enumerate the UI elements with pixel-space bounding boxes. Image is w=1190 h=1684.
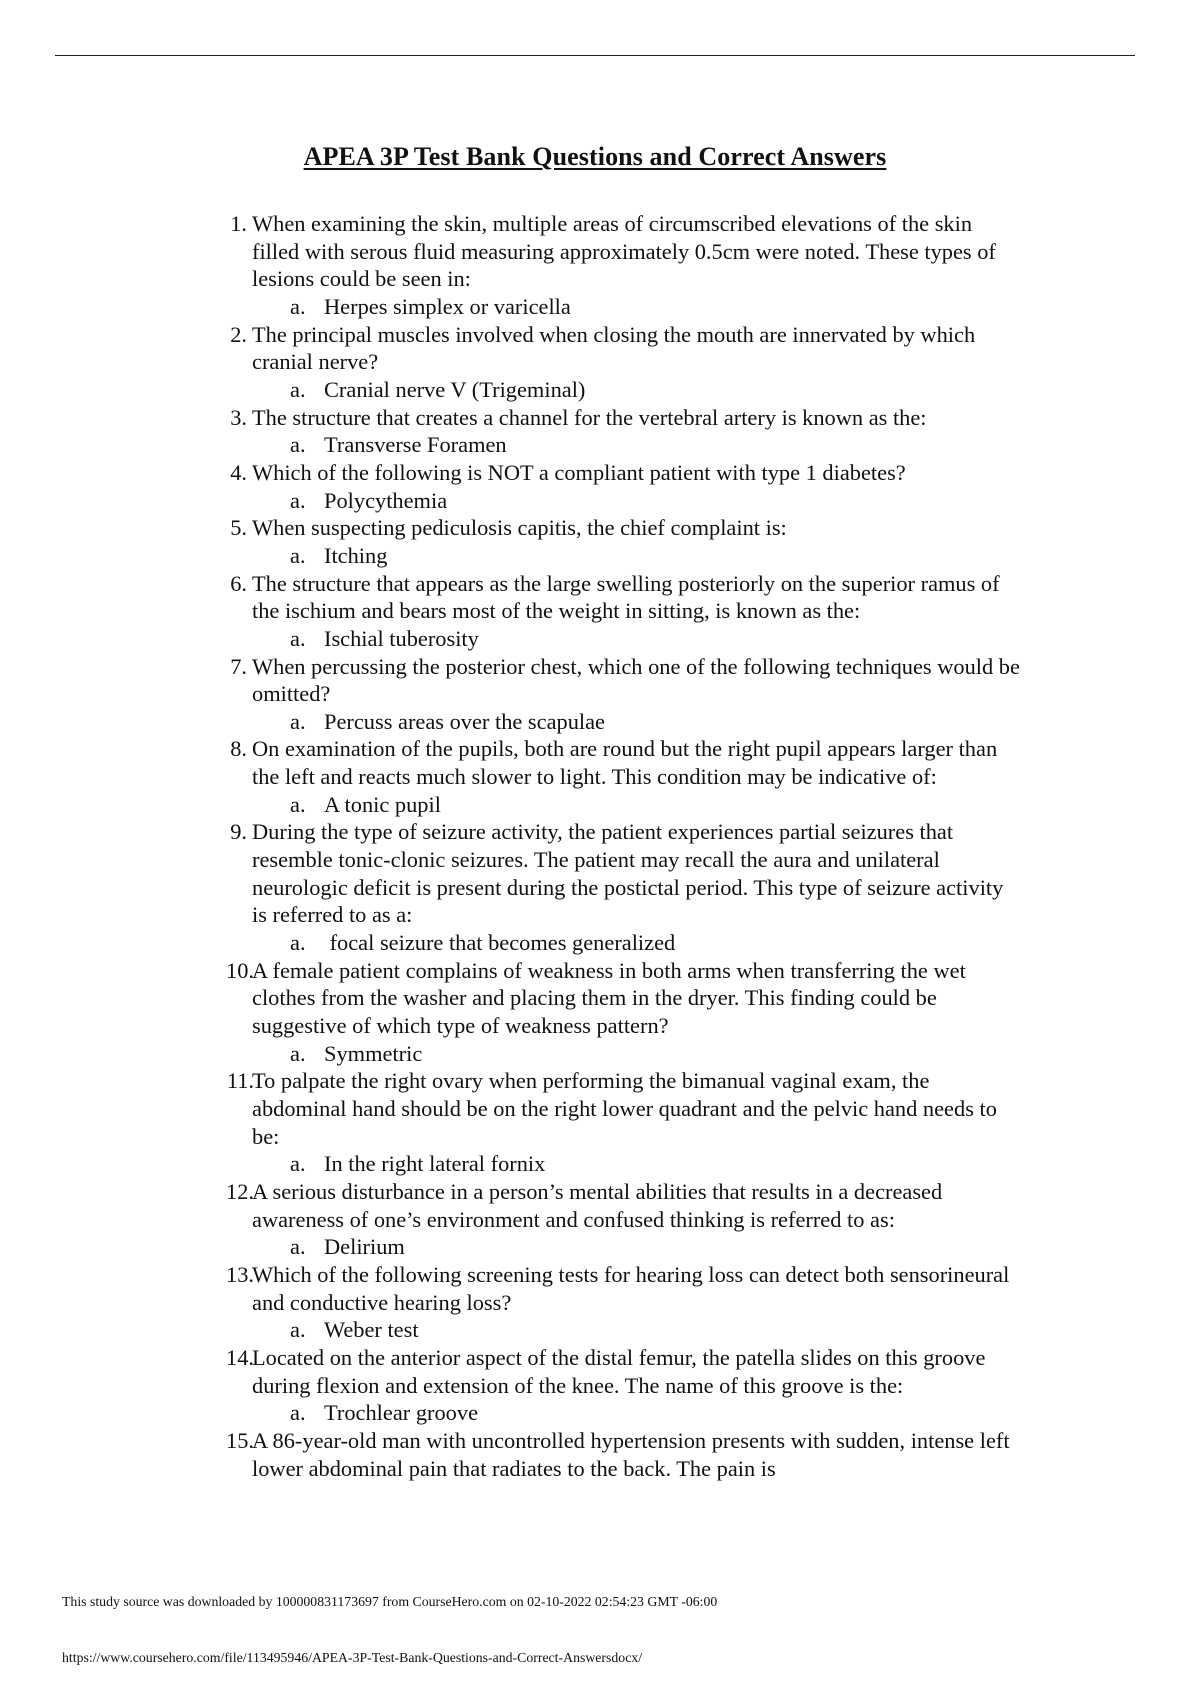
answer-text: focal seizure that becomes generalized	[324, 930, 676, 956]
answer-item	[210, 487, 1020, 515]
question-text: A serious disturbance in a person’s mental abilities that results in a decreased awareness of one’s environment and confused thinking is referred to as:	[252, 1178, 943, 1232]
answer-item	[210, 791, 1020, 819]
question-text: When percussing the posterior chest, which one of the following techniques would be omitted?	[252, 653, 1020, 707]
question-number: 12.	[226, 1178, 254, 1204]
question-item	[210, 514, 1020, 542]
question-item	[210, 210, 1020, 293]
question-number: 14.	[226, 1344, 254, 1370]
answer-item	[210, 929, 1020, 957]
question-number: 2.	[230, 321, 247, 347]
question-number: 11.	[226, 1068, 254, 1094]
question-number: 10.	[226, 957, 254, 983]
answer-letter: a.	[290, 1317, 306, 1343]
answer-item	[210, 1316, 1020, 1344]
question-item	[210, 1178, 1020, 1233]
question-number: 5.	[230, 515, 247, 541]
question-text: Which of the following is NOT a compliant patient with type 1 diabetes?	[252, 459, 906, 485]
answer-letter: a.	[290, 487, 306, 513]
question-number: 13.	[226, 1261, 254, 1287]
question-text: During the type of seizure activity, the patient experiences partial seizures that resemble tonic-clonic seizures. The patient may recall the aura and unilateral neurologic deficit is present during the postictal period. This type of seizure activity is referred to as a:	[252, 819, 1004, 928]
answer-letter: a.	[290, 542, 306, 568]
download-source-note: This study source was downloaded by 100000831173697 from CourseHero.com on 02-10-2022 02:54:23 GMT -06:00	[62, 1594, 718, 1609]
question-text: On examination of the pupils, both are round but the right pupil appears larger than the left and reacts much slower to light. This condition may be indicative of:	[252, 736, 998, 790]
question-number: 1.	[230, 211, 247, 236]
answer-item	[210, 1399, 1020, 1427]
answer-item	[210, 376, 1020, 404]
question-item	[210, 404, 1020, 432]
question-number: 7.	[230, 653, 247, 679]
question-item	[210, 735, 1020, 790]
answer-text: Herpes simplex or varicella	[324, 293, 571, 319]
answer-text: A tonic pupil	[324, 791, 441, 817]
answer-letter: a.	[290, 708, 306, 734]
question-item	[210, 653, 1020, 708]
answer-letter: a.	[290, 791, 306, 817]
answer-item	[210, 625, 1020, 653]
question-text: Located on the anterior aspect of the distal femur, the patella slides on this groove during flexion and extension of the knee. The name of this groove is the:	[252, 1344, 986, 1398]
answer-text: Symmetric	[324, 1040, 423, 1066]
question-text: When suspecting pediculosis capitis, the chief complaint is:	[252, 515, 787, 541]
question-list	[210, 210, 1020, 1482]
question-number: 4.	[230, 459, 247, 485]
question-text: A 86-year-old man with uncontrolled hypertension presents with sudden, intense left lower abdominal pain that radiates to the back. The pain is	[252, 1427, 1010, 1481]
answer-letter: a.	[290, 1040, 306, 1066]
question-item	[210, 321, 1020, 376]
answer-item	[210, 1040, 1020, 1068]
question-number: 3.	[230, 404, 247, 430]
question-item	[210, 818, 1020, 929]
answer-letter: a.	[290, 432, 306, 458]
document-title: APEA 3P Test Bank Questions and Correct Answers	[303, 142, 887, 171]
question-number: 15.	[226, 1427, 254, 1453]
question-text: When examining the skin, multiple areas of circumscribed elevations of the skin filled with serous fluid measuring approximately 0.5cm were noted. These types of lesions could be seen in:	[252, 211, 996, 292]
question-item	[210, 1344, 1020, 1399]
answer-text: Polycythemia	[324, 487, 448, 513]
question-number: 8.	[230, 736, 247, 762]
answer-text: Cranial nerve V (Trigeminal)	[324, 376, 586, 402]
answer-text: Weber test	[324, 1317, 419, 1343]
top-rule	[55, 55, 1135, 56]
answer-letter: a.	[290, 1400, 306, 1426]
answer-letter: a.	[290, 376, 306, 402]
answer-letter: a.	[290, 625, 306, 651]
question-item	[210, 957, 1020, 1040]
question-item	[210, 459, 1020, 487]
answer-item	[210, 1233, 1020, 1261]
question-number: 6.	[230, 570, 247, 596]
answer-item	[210, 708, 1020, 736]
question-item	[210, 1261, 1020, 1316]
question-text: A female patient complains of weakness in both arms when transferring the wet clothes from the washer and placing them in the dryer. This finding could be suggestive of which type of weakness pattern?	[252, 957, 966, 1039]
answer-item	[210, 542, 1020, 570]
question-text: The structure that appears as the large swelling posteriorly on the superior ramus of the ischium and bears most of the weight in sitting, is known as the:	[252, 570, 1000, 624]
answer-text: Ischial tuberosity	[324, 625, 479, 651]
question-text: The structure that creates a channel for the vertebral artery is known as the:	[252, 404, 927, 430]
question-text: The principal muscles involved when closing the mouth are innervated by which cranial nerve?	[252, 321, 976, 375]
answer-text: In the right lateral fornix	[324, 1151, 546, 1177]
answer-letter: a.	[290, 293, 306, 319]
answer-letter: a.	[290, 930, 306, 956]
answer-text: Itching	[324, 542, 388, 568]
answer-text: Trochlear groove	[324, 1400, 479, 1426]
answer-item	[210, 293, 1020, 321]
answer-text: Percuss areas over the scapulae	[324, 708, 605, 734]
answer-text: Transverse Foramen	[324, 432, 507, 458]
answer-item	[210, 1150, 1020, 1178]
answer-letter: a.	[290, 1234, 306, 1260]
question-number: 9.	[230, 819, 247, 845]
question-text: To palpate the right ovary when performing the bimanual vaginal exam, the abdominal hand should be on the right lower quadrant and the pelvic hand needs to be:	[252, 1068, 997, 1149]
question-text: Which of the following screening tests for hearing loss can detect both sensorineural and conductive hearing loss?	[252, 1261, 1010, 1315]
answer-text: Delirium	[324, 1234, 405, 1260]
question-item	[210, 1067, 1020, 1150]
question-item	[210, 1427, 1020, 1482]
answer-item	[210, 431, 1020, 459]
question-item	[210, 570, 1020, 625]
answer-letter: a.	[290, 1151, 306, 1177]
source-url-link[interactable]: https://www.coursehero.com/file/113495946/APEA-3P-Test-Bank-Questions-and-Correct-Answersdocx/	[62, 1650, 643, 1665]
